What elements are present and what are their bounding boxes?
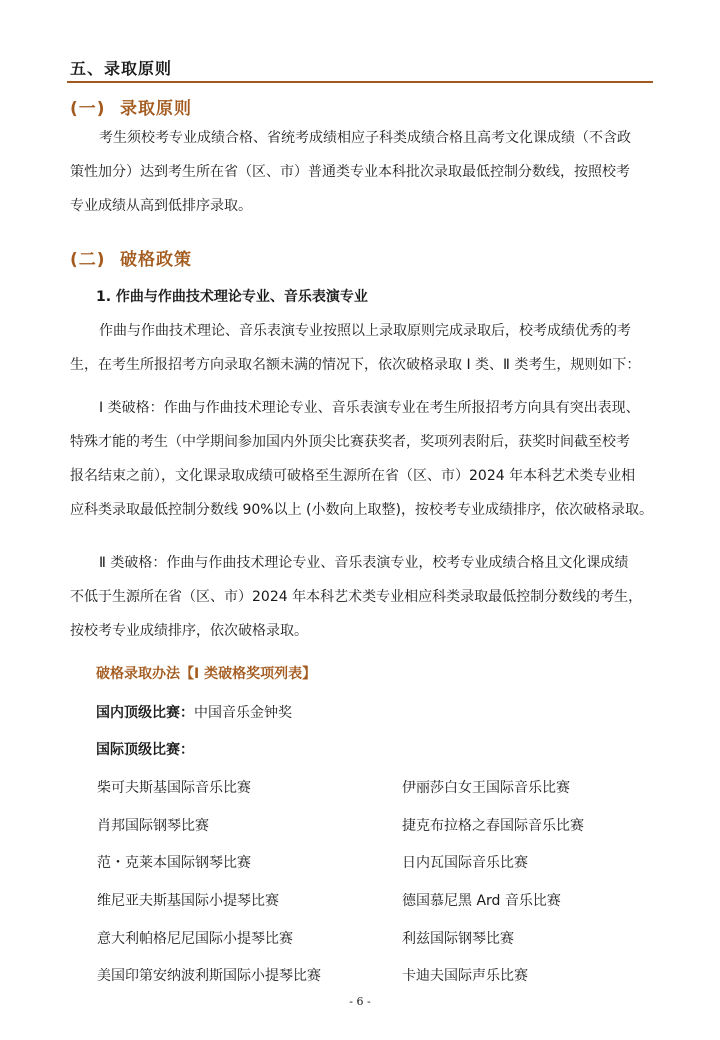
competition-item: 利兹国际钢琴比赛 xyxy=(402,931,514,947)
paragraph-line: 专业成绩从高到低排序录取。 xyxy=(70,198,252,214)
subsection-title: 录取原则 xyxy=(120,99,192,119)
section-title: 五、录取原则 xyxy=(70,59,173,78)
paragraph-line: 生，在考生所报招考方向录取名额未满的情况下，依次破格录取 Ⅰ 类、Ⅱ 类考生，规则如下： xyxy=(70,357,641,373)
paragraph-line: 策性加分）达到考生所在省（区、市）普通类专业本科批次录取最低控制分数线，按照校考 xyxy=(70,164,630,180)
paragraph-admission-principle xyxy=(70,121,655,223)
paragraph-exception-intro xyxy=(70,314,655,382)
domestic-value: 中国音乐金钟奖 xyxy=(194,705,292,721)
paragraph-line: 特殊才能的考生（中学期间参加国内外顶尖比赛获奖者，奖项列表附后，获奖时间截至校考 xyxy=(70,434,630,450)
subsection-heading-1 xyxy=(70,94,192,119)
competition-item: 维尼亚夫斯基国际小提琴比赛 xyxy=(97,893,279,909)
subsection-number: (二) xyxy=(70,250,106,270)
international-label: 国际顶级比赛： xyxy=(96,742,194,758)
domestic-competition-row xyxy=(96,702,292,722)
paragraph-line: 作曲与作曲技术理论、音乐表演专业按照以上录取原则完成录取后，校考成绩优秀的考 xyxy=(99,323,631,339)
competition-item: 伊丽莎白女王国际音乐比赛 xyxy=(402,780,570,796)
item-heading: 1. 作曲与作曲技术理论专业、音乐表演专业 xyxy=(96,289,368,305)
subsection-title: 破格政策 xyxy=(120,250,192,270)
section-divider xyxy=(67,81,653,83)
paragraph-line: 报名结束之前），文化课录取成绩可破格至生源所在省（区、市）2024 年本科艺术类专业相 xyxy=(70,468,636,484)
competition-item: 美国印第安纳波利斯国际小提琴比赛 xyxy=(97,968,321,984)
competition-item: 肖邦国际钢琴比赛 xyxy=(97,818,209,834)
paragraph-line: Ⅱ 类破格：作曲与作曲技术理论专业、音乐表演专业，校考专业成绩合格且文化课成绩 xyxy=(99,555,629,571)
paragraph-line: 不低于生源所在省（区、市）2024 年本科艺术类专业相应科类录取最低控制分数线的考生， xyxy=(70,589,643,605)
competition-item: 范・克莱本国际钢琴比赛 xyxy=(97,855,251,871)
paragraph-line: Ⅰ 类破格：作曲与作曲技术理论专业、音乐表演专业在考生所报招考方向具有突出表现、 xyxy=(99,400,640,416)
paragraph-line: 考生须校考专业成绩合格、省统考成绩相应子科类成绩合格且高考文化课成绩（不含政 xyxy=(99,130,631,146)
competition-item: 捷克布拉格之春国际音乐比赛 xyxy=(402,818,584,834)
competition-item: 意大利帕格尼尼国际小提琴比赛 xyxy=(97,931,293,947)
paragraph-class-two xyxy=(70,546,655,648)
competition-item: 柴可夫斯基国际音乐比赛 xyxy=(97,780,251,796)
competition-item: 卡迪夫国际声乐比赛 xyxy=(402,968,528,984)
award-list-heading: 破格录取办法【Ⅰ 类破格奖项列表】 xyxy=(96,666,317,682)
subsection-heading-2 xyxy=(70,245,192,270)
domestic-label: 国内顶级比赛： xyxy=(96,705,194,721)
competition-item: 德国慕尼黑 Ard 音乐比赛 xyxy=(402,893,561,909)
international-competition-label xyxy=(96,739,194,759)
competition-item: 日内瓦国际音乐比赛 xyxy=(402,855,528,871)
page-number: - 6 - xyxy=(349,995,371,1008)
subsection-number: (一) xyxy=(70,99,106,119)
paragraph-class-one xyxy=(70,391,655,527)
paragraph-line: 应科类录取最低控制分数线 90%以上 (小数向上取整)，按校考专业成绩排序，依次破格录取。 xyxy=(70,502,653,518)
paragraph-line: 按校考专业成绩排序，依次破格录取。 xyxy=(70,623,308,639)
